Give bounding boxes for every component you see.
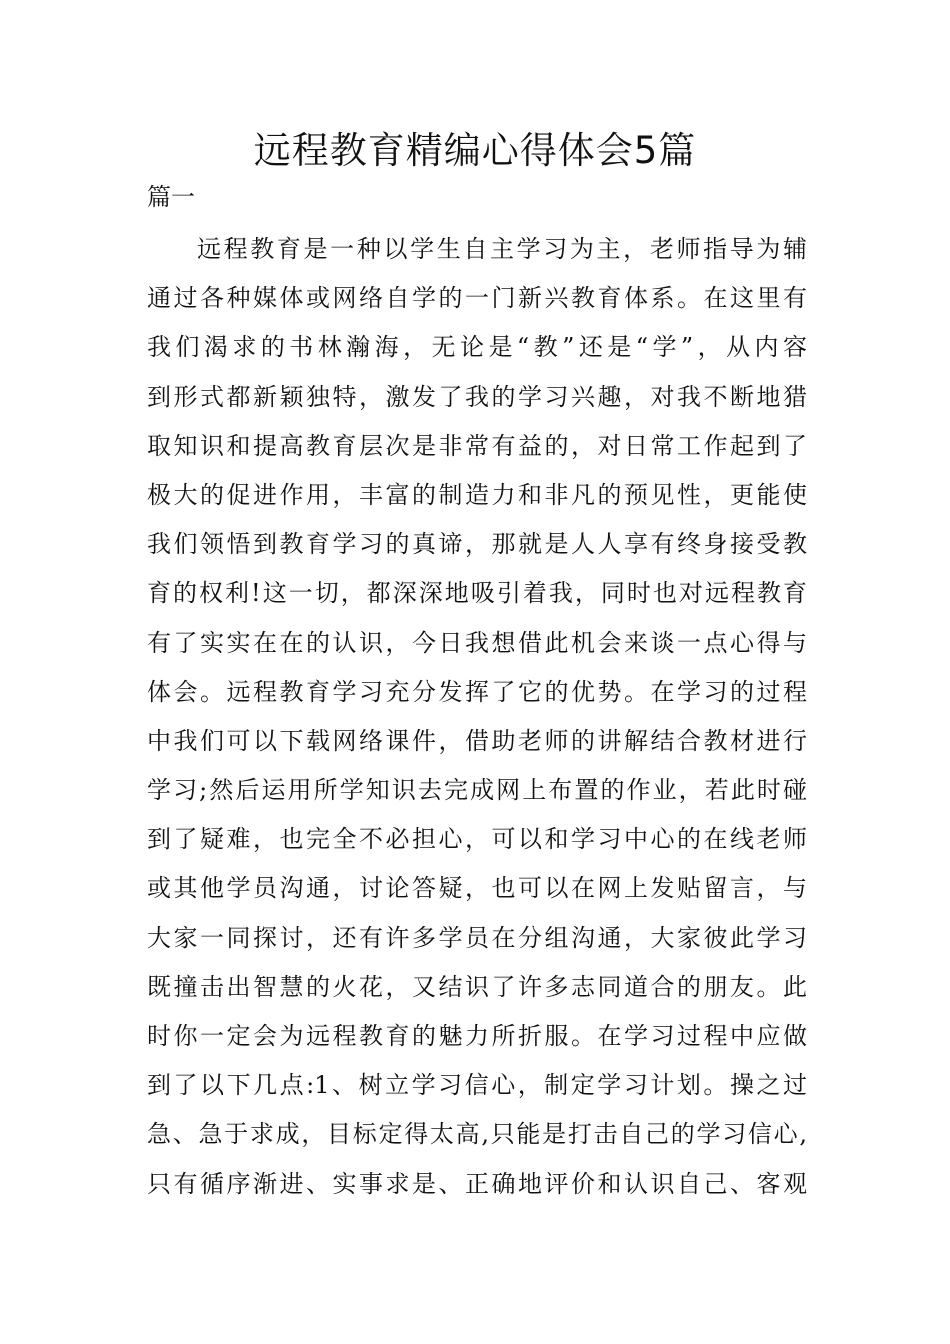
text-line: 或其他学员沟通，讨论答疑，也可以在网上发贴留言，与 — [147, 874, 807, 903]
text-line: 中我们可以下载网络课件，借助老师的讲解结合教材进行 — [147, 726, 807, 755]
text-line: 急、急于求成，目标定得太高,只能是打击自己的学习信心, — [147, 1120, 807, 1149]
section-label: 篇一 — [147, 183, 195, 211]
text-line: 只有循序渐进、实事求是、正确地评价和认识自己、客观 — [147, 1169, 807, 1198]
text-line: 极大的促进作用，丰富的制造力和非凡的预见性，更能使 — [147, 480, 807, 509]
text-line: 我们领悟到教育学习的真谛，那就是人人享有终身接受教 — [147, 530, 807, 559]
text-line: 我们渴求的书林瀚海，无论是“教”还是“学”，从内容 — [147, 333, 807, 362]
text-line: 体会。远程教育学习充分发挥了它的优势。在学习的过程 — [147, 677, 807, 706]
text-line: 育的权利!这一切，都深深地吸引着我，同时也对远程教育 — [147, 579, 807, 608]
page-title: 远程教育精编心得体会5篇 — [253, 129, 697, 172]
text-line: 学习;然后运用所学知识去完成网上布置的作业，若此时碰 — [147, 776, 807, 805]
text-line: 时你一定会为远程教育的魅力所折服。在学习过程中应做 — [147, 1022, 807, 1050]
text-line: 到了疑难，也完全不必担心，可以和学习中心的在线老师 — [147, 825, 807, 854]
text-line: 有了实实在在的认识，今日我想借此机会来谈一点心得与 — [147, 628, 807, 657]
text-line: 既撞击出智慧的火花，又结识了许多志同道合的朋友。此 — [147, 972, 807, 1001]
text-line: 到形式都新颖独特，激发了我的学习兴趣，对我不断地猎 — [147, 382, 807, 411]
text-line: 通过各种媒体或网络自学的一门新兴教育体系。在这里有 — [147, 284, 807, 313]
body-text — [147, 225, 807, 1209]
text-line: 取知识和提高教育层次是非常有益的，对日常工作起到了 — [147, 431, 807, 460]
text-line: 远程教育是一种以学生自主学习为主，老师指导为辅 — [197, 235, 807, 263]
text-line: 大家一同探讨，还有许多学员在分组沟通，大家彼此学习 — [147, 923, 807, 952]
text-line: 到了以下几点:1、树立学习信心，制定学习计划。操之过 — [147, 1071, 807, 1100]
